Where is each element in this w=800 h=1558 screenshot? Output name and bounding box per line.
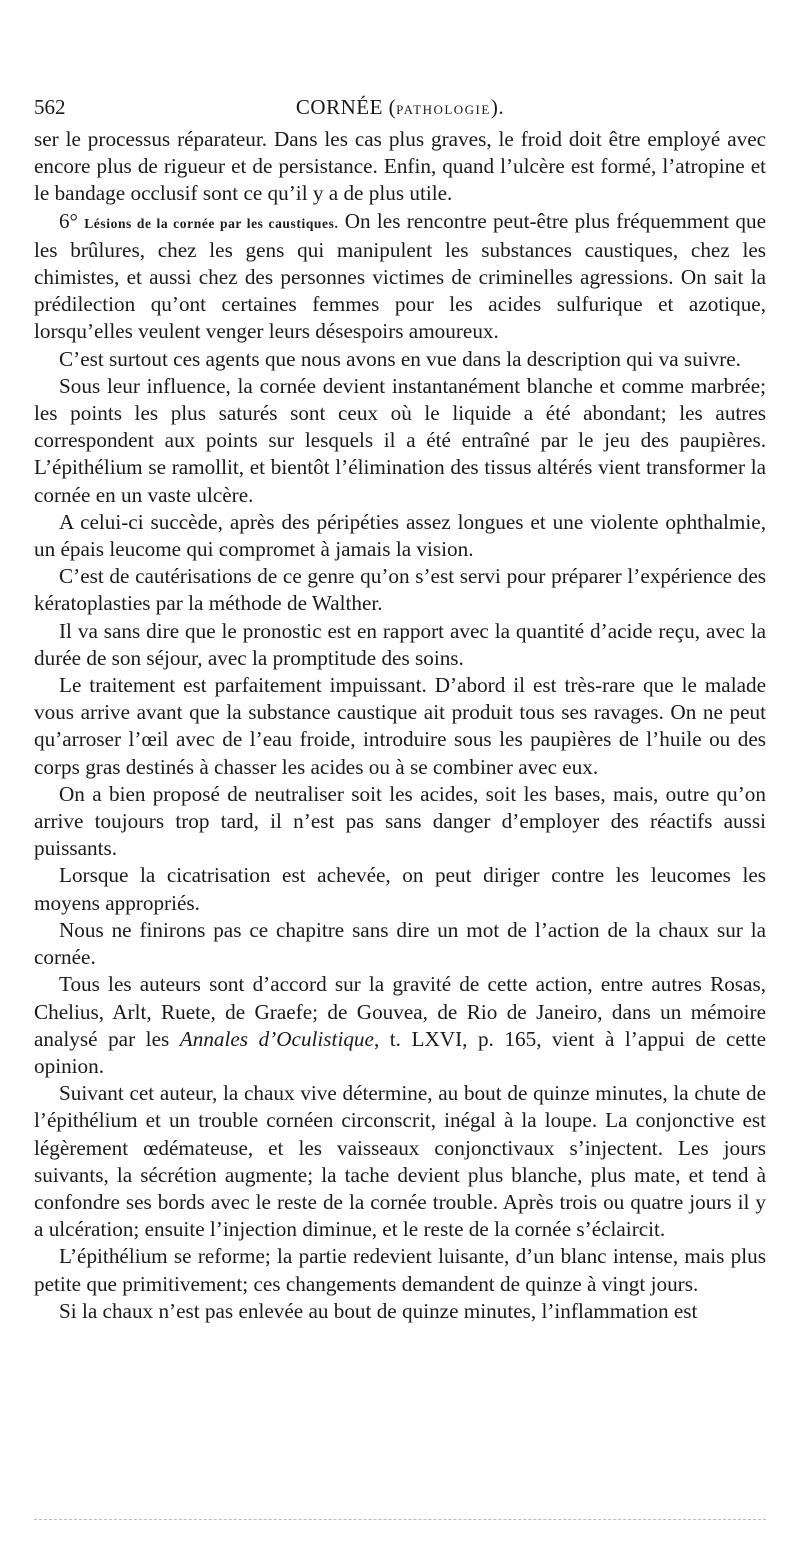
running-header [34, 92, 766, 122]
footer-dashed-rule [34, 1519, 766, 1520]
paragraph: Le traitement est parfaitement impuissant. D’abord il est très-rare que le malade vous arrive avant que la substance caustique ait produit tous ses ravages. On ne peut qu’arroser l’œil avec de l’eau froide, introduire sous les paupières de l’huile ou des corps gras destinés à chasser les acides ou à se combiner avec eux. [34, 673, 766, 779]
gravity-text-before: Tous les auteurs sont d’accord sur la gravité de cette action, entre autres Rosas, Chelius, Arlt, Ruete, de Graefe; de Gouvea, de Rio de Janeiro, dans un mémoire analysé par les [34, 972, 766, 1051]
paragraph-last: Si la chaux n’est pas enlevée au bout de quinze minutes, l’inflammation est [59, 1298, 698, 1323]
paragraph: Sous leur influence, la cornée devient instantanément blanche et comme marbrée; les points les plus saturés sont ceux où le liquide a été abondant; les autres correspondent aux points sur lesquels il a été entraîné par le jeu des paupières. L’épithélium se ramollit, et bientôt l’élimination des tissus altérés vient transformer la cornée en un vaste ulcère. [34, 373, 766, 507]
running-title-close: ). [490, 95, 505, 119]
paragraph-continuation: ser le processus réparateur. Dans les cas plus graves, le froid doit être employé avec encore plus de rigueur et de persistance. Enfin, quand l’ulcère est formé, l’atropine et le bandage occlusif sont ce qu’il y a de plus utile. [34, 127, 766, 206]
paragraph: A celui-ci succède, après des péripéties assez longues et une violente ophthalmie, un épais leucome qui compromet à jamais la vision. [34, 509, 766, 562]
running-title-subtitle: PATHOLOGIE [396, 102, 491, 117]
journal-title: Annales d’Oculistique [179, 1026, 374, 1051]
running-title-main: CORNÉE ( [295, 95, 397, 119]
paragraph: C’est de cautérisations de ce genre qu’on s’est servi pour préparer l’expérience des kératoplasties par la méthode de Walther. [34, 564, 766, 616]
paragraph: Suivant cet auteur, la chaux vive détermine, au bout de quinze minutes, la chute de l’épithélium et un trouble cornéen circonscrit, inégal à la loupe. La conjonctive est légèrement œdémateuse, et les vaisseaux conjonctivaux s’injectent. Les jours suivants, la sécrétion augmente; la tache devient plus blanche, plus mate, et tend à confondre ses bords avec le reste de la cornée trouble. Après trois ou quatre jours il y a ulcération; ensuite l’injection diminue, et le reste de la cornée s’éclaircit. [34, 1081, 766, 1242]
page-number: 562 [34, 95, 66, 119]
paragraph: Nous ne finirons pas ce chapitre sans dire un mot de l’action de la chaux sur la cornée. [34, 917, 766, 970]
gravity-text-after: , t. LXVI, p. 165, vient à l’appui de cette opinion. [34, 1026, 767, 1078]
section-6-paragraph [34, 208, 766, 346]
section-6-text: On les rencontre peut-être plus fréquemment que les brûlures, chez les gens qui manipulent les substances caustiques, chez les chimistes, et aussi chez des personnes victimes de criminelles agressions. On sait la prédilection qu’ont certaines femmes pour les acides sulfurique et azotique, lorsqu’elles veulent venger leurs désespoirs amoureux. [34, 208, 766, 344]
paragraph: Lorsque la cicatrisation est achevée, on peut diriger contre les leucomes les moyens appropriés. [34, 863, 766, 915]
book-page [34, 92, 766, 1325]
section-number: 6° [59, 208, 78, 233]
paragraph: C’est surtout ces agents que nous avons en vue dans la description qui va suivre. [59, 346, 741, 371]
paragraph: On a bien proposé de neutraliser soit les acides, soit les bases, mais, outre qu’on arrive toujours trop tard, il n’est pas sans danger d’employer des réactifs aussi puissants. [34, 781, 766, 861]
section-heading: Lésions de la cornée par les caustiques. [84, 215, 339, 231]
running-title [34, 92, 766, 125]
text-body [34, 126, 766, 1325]
paragraph: L’épithélium se reforme; la partie redevient luisante, d’un blanc intense, mais plus petite que primitivement; ces changements demandent de quinze à vingt jours. [34, 1244, 766, 1296]
paragraph: Il va sans dire que le pronostic est en rapport avec la quantité d’acide reçu, avec la durée de son séjour, avec la promptitude des soins. [34, 618, 766, 670]
paragraph-gravity [34, 971, 766, 1080]
